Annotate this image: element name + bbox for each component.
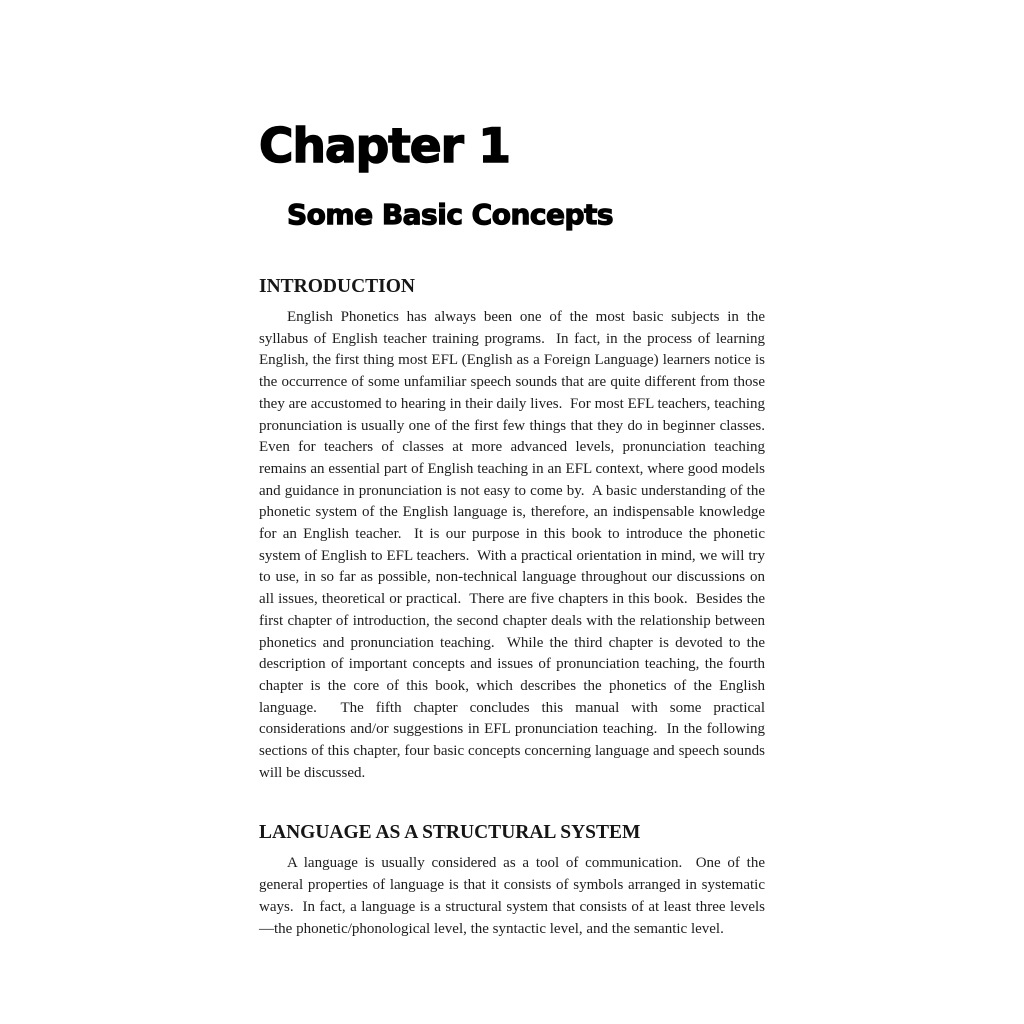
section-language-structural-system — [259, 822, 769, 940]
paragraph-language-structural-system: A language is usually considered as a tool of communication. One of the general properties of language is that it consists of symbols arranged in systematic ways. In fact, a language is a structural system that consists of at least three levels—the phonetic/phonological level, the syntactic level, and the semantic level. — [259, 855, 769, 937]
chapter-subtitle: Some Basic Concepts — [287, 198, 614, 231]
section-heading-language-structural-system: LANGUAGE AS A STRUCTURAL SYSTEM — [259, 822, 641, 844]
paragraph-introduction: English Phonetics has always been one of the most basic subjects in the syllabus of English teacher training programs. In fact, in the process of learning English, the first thing most EFL (English as a Foreign Language) learners notice is the occurrence of some unfamiliar speech sounds that are quite different from those they are accustomed to hearing in their daily lives. For most EFL teachers, teaching pronunciation is usually one of the first few things that they do in beginner classes. Even for teachers of classes at more advanced levels, pronunciation teaching remains an essential part of English teaching in an EFL context, where good models and guidance in pronunciation is not easy to come by. A basic understanding of the phonetic system of the English language is, therefore, an indispensable knowledge for an English teacher. It is our purpose in this book to introduce the phonetic system of English to EFL teachers. With a practical orientation in mind, we will try to use, in so far as possible, non-technical language throughout our discussions on all issues, theoretical or practical. There are five chapters in this book. Besides the first chapter of introduction, the second chapter deals with the relationship between phonetics and pronunciation teaching. While the third chapter is devoted to the description of important concepts and issues of pronunciation teaching, the fourth chapter is the core of this book, which describes the phonetics of the English language. The fifth chapter concludes this manual with some practical considerations and/or suggestions in EFL pronunciation teaching. In the following sections of this chapter, four basic concepts concerning language and speech sounds will be discussed. — [259, 309, 773, 781]
section-heading-introduction: INTRODUCTION — [259, 276, 416, 297]
chapter-title: Chapter 1 — [259, 119, 510, 174]
text-column — [259, 0, 773, 940]
section-introduction — [259, 276, 773, 784]
